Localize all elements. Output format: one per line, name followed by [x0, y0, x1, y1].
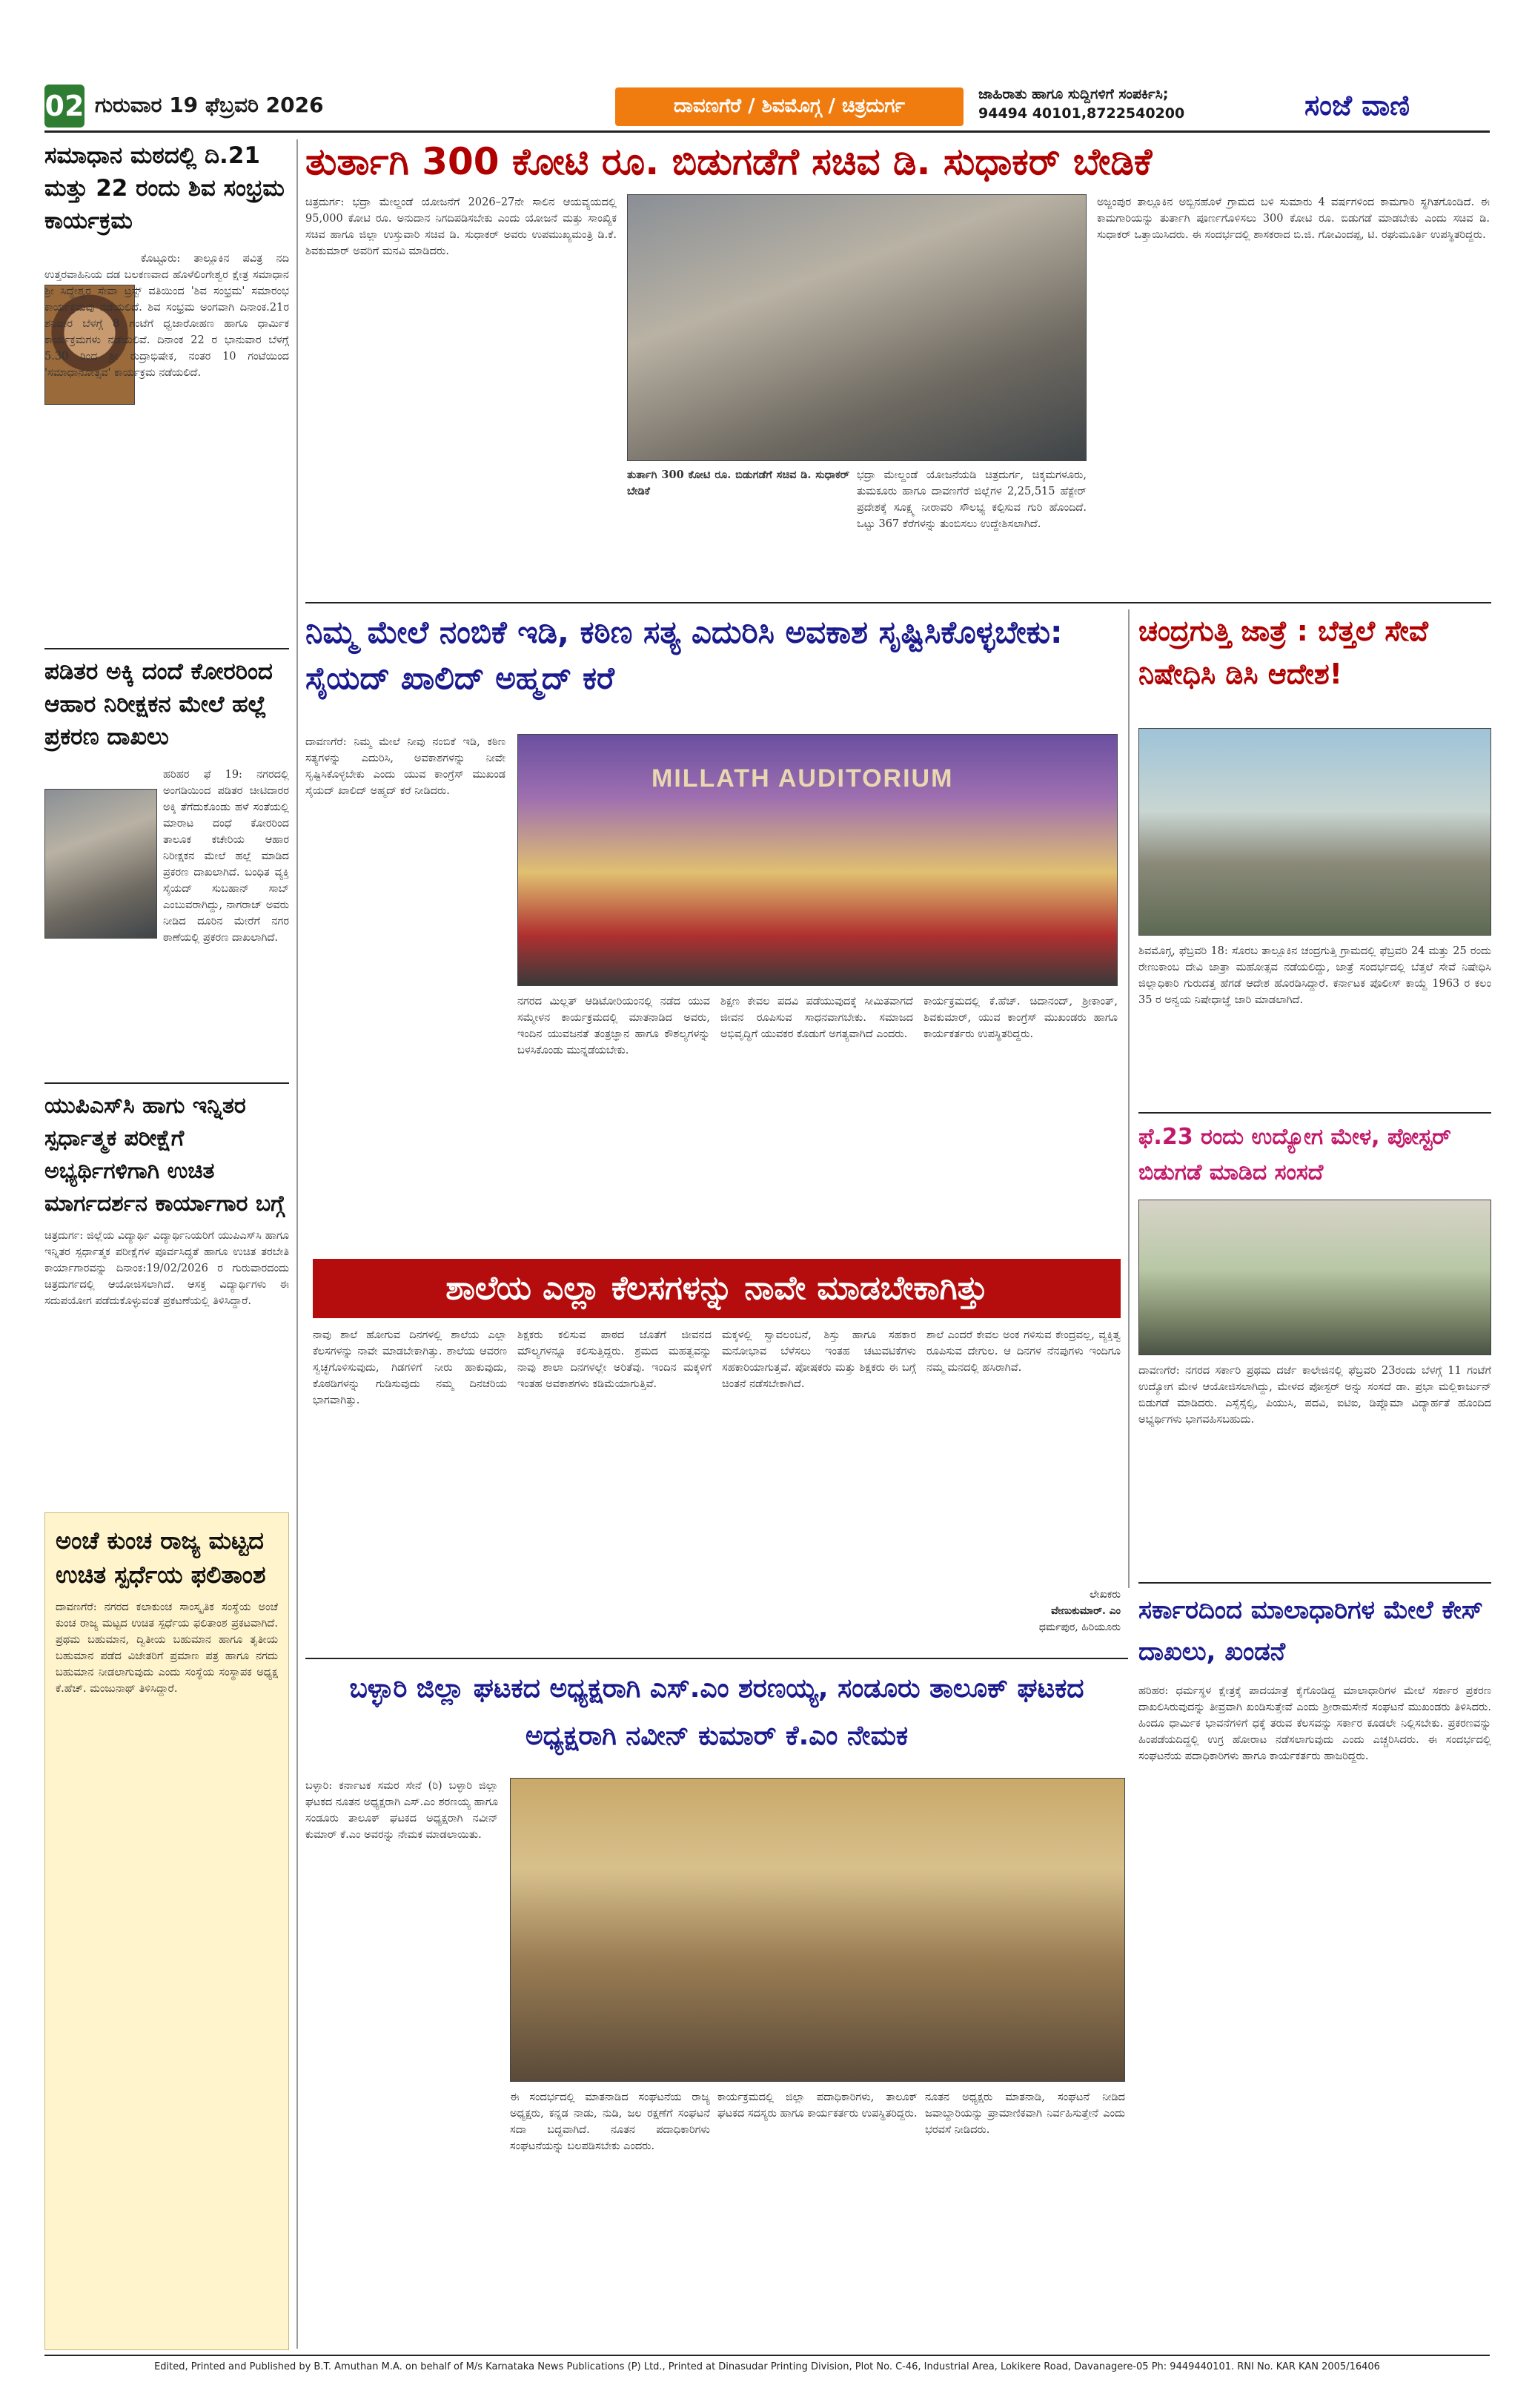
column-rule	[1128, 609, 1130, 1588]
imprint-line: Edited, Printed and Published by B.T. Amuthan M.A. on behalf of M/s Karnataka News Publications (P) Ltd., Printed at Dinasudar Printing Division, Plot No. C-46, Industrial Area, Lokikere Road, Davanagere-05 Ph: 9449440101. RNI No. KAR KAN 2005/16406	[154, 2361, 1380, 2372]
byline-place: ಧರ್ಮಪುರ, ಹಿರಿಯೂರು	[1038, 1621, 1121, 1633]
syed-body-1: ದಾವಣಗೆರೆ: ನಿಮ್ಮ ಮೇಲೆ ನೀವು ನಂಬಿಕೆ ಇಡಿ, ಕಠಿಣ ಸತ್ಯಗಳನ್ನು ಎದುರಿಸಿ, ಅವಕಾಶಗಳನ್ನು ನೀವೇ ಸೃಷ್ಟಿಸಿಕೊಳ್ಳಬೇಕು ಎಂದು ಯುವ ಕಾಂಗ್ರೆಸ್ ಮುಖಂಡ ಸೈಯದ್ ಖಾಲಿದ್ ಅಹ್ಮದ್ ಕರೆ ನೀಡಿದರು.	[305, 736, 505, 797]
auditorium-sign: MILLATH AUDITORIUM	[651, 764, 954, 793]
divider	[44, 1082, 289, 1084]
article-body: ದಾವಣಗೆರೆ: ನಗರದ ಕಲಾಕುಂಚ ಸಾಂಸ್ಕೃತಿಕ ಸಂಸ್ಥೆಯ ಅಂಚೆ ಕುಂಚ ರಾಜ್ಯ ಮಟ್ಟದ ಉಚಿತ ಸ್ಪರ್ಧೆಯ ಫಲಿತಾಂಶ ಪ್ರಕಟವಾಗಿದೆ. ಪ್ರಥಮ ಬಹುಮಾನ, ದ್ವಿತೀಯ ಬಹುಮಾನ ಹಾಗೂ ತೃತೀಯ ಬಹುಮಾನ ಪಡೆದ ವಿಜೇತರಿಗೆ ಪ್ರಮಾಣ ಪತ್ರ ಹಾಗೂ ನಗದು ಬಹುಮಾನ ನೀಡಲಾಗುವುದು ಎಂದು ಸಂಸ್ಥೆಯ ಸಂಸ್ಥಾಪಕ ಅಧ್ಯಕ್ಷ ಕೆ.ಹೆಚ್. ಮಂಜುನಾಥ್ ತಿಳಿಸಿದ್ದಾರೆ.	[56, 1601, 278, 1695]
turtagi-photo	[627, 194, 1087, 461]
ad-contact	[978, 85, 1290, 126]
syed-body-2: ನಗರದ ಮಿಲ್ಲತ್ ಆಡಿಟೋರಿಯಂನಲ್ಲಿ ನಡೆದ ಯುವ ಸಮ್ಮೇಳನ ಕಾರ್ಯಕ್ರಮದಲ್ಲಿ ಮಾತನಾಡಿದ ಅವರು, ಇಂದಿನ ಯುವಜನತೆ ತಂತ್ರಜ್ಞಾನ ಹಾಗೂ ಕೌಶಲ್ಯಗಳನ್ನು ಬಳಸಿಕೊಂಡು ಮುನ್ನಡೆಯಬೇಕು.	[517, 996, 710, 1056]
bellary-body-4: ನೂತನ ಅಧ್ಯಕ್ಷರು ಮಾತನಾಡಿ, ಸಂಘಟನೆ ನೀಡಿದ ಜವಾಬ್ದಾರಿಯನ್ನು ಪ್ರಾಮಾಣಿಕವಾಗಿ ನಿರ್ವಹಿಸುತ್ತೇನೆ ಎಂದು ಭರವಸೆ ನೀಡಿದರು.	[925, 2091, 1125, 2136]
bellary-body-1: ಬಳ್ಳಾರಿ: ಕರ್ನಾಟಕ ಸಮರ ಸೇನೆ (ರಿ) ಬಳ್ಳಾರಿ ಜಿಲ್ಲಾ ಘಟಕದ ನೂತನ ಅಧ್ಯಕ್ಷರಾಗಿ ಎಸ್.ಎಂ ಶರಣಯ್ಯ ಹಾಗೂ ಸಂಡೂರು ತಾಲೂಕ್ ಘಟಕದ ಅಧ್ಯಕ್ಷರಾಗಿ ನವೀನ್ ಕುಮಾರ್ ಕೆ.ಎಂ ಅವರನ್ನು ನೇಮಕ ಮಾಡಲಾಯಿತು.	[305, 1780, 498, 1841]
masthead-logo: ಸಂಜೆ ವಾಣಿ	[1304, 89, 1410, 122]
bellary-body-2: ಈ ಸಂದರ್ಭದಲ್ಲಿ ಮಾತನಾಡಿದ ಸಂಘಟನೆಯ ರಾಜ್ಯ ಅಧ್ಯಕ್ಷರು, ಕನ್ನಡ ನಾಡು, ನುಡಿ, ಜಲ ರಕ್ಷಣೆಗೆ ಸಂಘಟನೆ ಸದಾ ಬದ್ಧವಾಗಿದೆ. ನೂತನ ಪದಾಧಿಕಾರಿಗಳು ಸಂಘಟನೆಯನ್ನು ಬಲಪಡಿಸಬೇಕು ಎಂದರು.	[510, 2091, 710, 2152]
job-fair-photo	[1138, 1200, 1491, 1355]
column-rule	[296, 139, 298, 2349]
headline-turtagi: ತುರ್ತಾಗಿ 300 ಕೋಟಿ ರೂ. ಬಿಡುಗಡೆಗೆ ಸಚಿವ ಡಿ. ಸುಧಾಕರ್ ಬೇಡಿಕೆ	[305, 140, 1153, 183]
headline-chandragutti: ಚಂದ್ರಗುತ್ತಿ ಜಾತ್ರೆ : ಬೆತ್ತಲೆ ಸೇವೆ ನಿಷೇಧಿಸಿ ಡಿಸಿ ಆದೇಶ!	[1138, 615, 1428, 690]
ad-contact-phone: 94494 40101,8722540200	[978, 105, 1185, 122]
divider	[305, 1658, 1128, 1659]
page-number: 02	[44, 85, 84, 128]
turtagi-caption: ತುರ್ತಾಗಿ 300 ಕೋಟಿ ರೂ. ಬಿಡುಗಡೆಗೆ ಸಚಿವ ಡಿ. ಸುಧಾಕರ್ ಬೇಡಿಕೆ	[627, 469, 849, 497]
headline: ಅಂಚೆ ಕುಂಚ ರಾಜ್ಯ ಮಟ್ಟದ ಉಚಿತ ಸ್ಪರ್ಧೆಯ ಫಲಿತಾಂಶ	[56, 1526, 266, 1589]
millath-auditorium-photo	[517, 734, 1118, 986]
headline: ಯುಪಿಎಸ್‌ಸಿ ಹಾಗು ಇನ್ನಿತರ ಸ್ಪರ್ಧಾತ್ಮಕ ಪರೀಕ್ಷೆಗೆ ಅಭ್ಯರ್ಥಿಗಳಿಗಾಗಿ ಉಚಿತ ಮಾರ್ಗದರ್ಶನ ಕಾರ್ಯಾಗಾರ ಬಗ್ಗೆ	[44, 1093, 285, 1217]
chandragutti-photo	[1138, 728, 1491, 936]
job-fair-body: ದಾವಣಗೆರೆ: ನಗರದ ಸರ್ಕಾರಿ ಪ್ರಥಮ ದರ್ಜೆ ಕಾಲೇಜಿನಲ್ಲಿ ಫೆಬ್ರವರಿ 23ರಂದು ಬೆಳಗ್ಗೆ 11 ಗಂಟೆಗೆ ಉದ್ಯೋಗ ಮೇಳ ಆಯೋಜಿಸಲಾಗಿದ್ದು, ಮೇಳದ ಪೋಸ್ಟರ್ ಅನ್ನು ಸಂಸದೆ ಡಾ. ಪ್ರಭಾ ಮಲ್ಲಿಕಾರ್ಜುನ್ ಬಿಡುಗಡೆ ಮಾಡಿದರು. ಎಸ್ಸೆಸ್ಸೆಲ್ಸಿ, ಪಿಯುಸಿ, ಪದವಿ, ಐಟಿಐ, ಡಿಪ್ಲೊಮಾ ವಿದ್ಯಾರ್ಹತೆ ಹೊಂದಿದ ಅಭ್ಯರ್ಥಿಗಳು ಭಾಗವಹಿಸಬಹುದು.	[1138, 1365, 1491, 1426]
headline-bellary: ಬಳ್ಳಾರಿ ಜಿಲ್ಲಾ ಘಟಕದ ಅಧ್ಯಕ್ಷರಾಗಿ ಎಸ್.ಎಂ ಶರಣಯ್ಯ, ಸಂಡೂರು ತಾಲೂಕ್ ಘಟಕದ ಅಧ್ಯಕ್ಷರಾಗಿ ನವೀನ್ ಕುಮಾರ್ ಕೆ.ಎಂ ನೇಮಕ	[349, 1673, 1084, 1751]
byline-label: ಲೇಖಕರು	[1089, 1589, 1121, 1601]
issue-date: ಗುರುವಾರ 19 ಫೆಬ್ರವರಿ 2026	[95, 93, 324, 117]
turtagi-body-mid: ಭದ್ರಾ ಮೇಲ್ದಂಡೆ ಯೋಜನೆಯಡಿ ಚಿತ್ರದುರ್ಗ, ಚಿಕ್ಕಮಗಳೂರು, ತುಮಕೂರು ಹಾಗೂ ದಾವಣಗೆರೆ ಜಿಲ್ಲೆಗಳ 2,25,515 ಹೆಕ್ಟೇರ್ ಪ್ರದೇಶಕ್ಕೆ ಸೂಕ್ಷ್ಮ ನೀರಾವರಿ ಸೌಲಭ್ಯ ಕಲ್ಪಿಸುವ ಗುರಿ ಹೊಂದಿದೆ. ಒಟ್ಟು 367 ಕೆರೆಗಳನ್ನು ತುಂಬಿಸಲು ಉದ್ದೇಶಿಸಲಾಗಿದೆ.	[857, 469, 1087, 530]
syed-body-4: ಕಾರ್ಯಕ್ರಮದಲ್ಲಿ ಕೆ.ಹೆಚ್. ಚಿದಾನಂದ್, ಶ್ರೀಕಾಂತ್, ಶಿವಕುಮಾರ್, ಯುವ ಕಾಂಗ್ರೆಸ್ ಮುಖಂಡರು ಹಾಗೂ ಕಾರ್ಯಕರ್ತರು ಉಪಸ್ಥಿತರಿದ್ದರು.	[923, 996, 1118, 1040]
turtagi-body-left: ಚಿತ್ರದುರ್ಗ: ಭದ್ರಾ ಮೇಲ್ದಂಡೆ ಯೋಜನೆಗೆ 2026–27ನೇ ಸಾಲಿನ ಆಯವ್ಯಯದಲ್ಲಿ 95,000 ಕೋಟಿ ರೂ. ಅನುದಾನ ನಿಗದಿಪಡಿಸಬೇಕು ಎಂದು ಯೋಜನೆ ಮತ್ತು ಸಾಂಖ್ಯಿಕ ಸಚಿವ ಹಾಗೂ ಜಿಲ್ಲಾ ಉಸ್ತುವಾರಿ ಸಚಿವ ಡಿ. ಸುಧಾಕರ್ ಅವರು ಉಪಮುಖ್ಯಮಂತ್ರಿ ಡಿ.ಕೆ. ಶಿವಕುಮಾರ್ ಅವರಿಗೆ ಮನವಿ ಮಾಡಿದರು.	[305, 196, 617, 257]
accused-photo	[44, 789, 157, 939]
headline-malodhari: ಸರ್ಕಾರದಿಂದ ಮಾಲಾಧಾರಿಗಳ ಮೇಲೆ ಕೇಸ್ ದಾಖಲು, ಖಂಡನೆ	[1138, 1595, 1483, 1667]
divider	[1138, 1582, 1491, 1584]
divider	[305, 602, 1491, 603]
headline: ಪಡಿತರ ಅಕ್ಕಿ ದಂದೆ ಕೋರರಿಂದ ಆಹಾರ ನಿರೀಕ್ಷಕನ ಮೇಲೆ ಹಲ್ಲೆ ಪ್ರಕರಣ ದಾಖಲು	[44, 658, 273, 750]
chandragutti-body: ಶಿವಮೊಗ್ಗ, ಫೆಬ್ರವರಿ 18: ಸೊರಬ ತಾಲ್ಲೂಕಿನ ಚಂದ್ರಗುತ್ತಿ ಗ್ರಾಮದಲ್ಲಿ ಫೆಬ್ರವರಿ 24 ಮತ್ತು 25 ರಂದು ರೇಣುಕಾಂಬ ದೇವಿ ಜಾತ್ರಾ ಮಹೋತ್ಸವ ನಡೆಯಲಿದ್ದು, ಜಾತ್ರೆ ಸಂದರ್ಭದಲ್ಲಿ ಬೆತ್ತಲೆ ಸೇವೆ ನಿಷೇಧಿಸಿ ಜಿಲ್ಲಾಧಿಕಾರಿ ಗುರುದತ್ತ ಹೆಗಡೆ ಆದೇಶ ಹೊರಡಿಸಿದ್ದಾರೆ. ಕರ್ನಾಟಕ ಪೊಲೀಸ್ ಕಾಯ್ದೆ 1963 ರ ಕಲಂ 35 ರ ಅನ್ವಯ ನಿಷೇಧಾಜ್ಞೆ ಜಾರಿ ಮಾಡಲಾಗಿದೆ.	[1138, 945, 1491, 1006]
edition-label: ದಾವಣಗೆರೆ / ಶಿವಮೊಗ್ಗ / ಚಿತ್ರದುರ್ಗ	[615, 87, 964, 126]
bellary-group-photo	[510, 1778, 1125, 2082]
header-rule	[44, 130, 1490, 133]
footer-rule	[44, 2355, 1490, 2356]
school-byline	[926, 1587, 1121, 1653]
article-rice-mill	[44, 655, 289, 1078]
syed-body-3: ಶಿಕ್ಷಣ ಕೇವಲ ಪದವಿ ಪಡೆಯುವುದಕ್ಕೆ ಸೀಮಿತವಾಗದೆ ಜೀವನ ರೂಪಿಸುವ ಸಾಧನವಾಗಬೇಕು. ಸಮಾಜದ ಅಭಿವೃದ್ಧಿಗೆ ಯುವಕರ ಕೊಡುಗೆ ಅಗತ್ಯವಾಗಿದೆ ಎಂದರು.	[720, 996, 913, 1040]
divider	[44, 648, 289, 649]
school-body-1: ನಾವು ಶಾಲೆ ಹೋಗುವ ದಿನಗಳಲ್ಲಿ ಶಾಲೆಯ ಎಲ್ಲಾ ಕೆಲಸಗಳನ್ನು ನಾವೇ ಮಾಡಬೇಕಾಗಿತ್ತು. ಶಾಲೆಯ ಆವರಣ ಸ್ವಚ್ಛಗೊಳಿಸುವುದು, ಗಿಡಗಳಿಗೆ ನೀರು ಹಾಕುವುದು, ಕೊಠಡಿಗಳನ್ನು ಗುಡಿಸುವುದು ನಮ್ಮ ದಿನಚರಿಯ ಭಾಗವಾಗಿತ್ತು.	[313, 1329, 507, 1406]
article-body: ಕೊಟ್ಟೂರು: ತಾಲ್ಲೂಕಿನ ಪವಿತ್ರ ನದಿ ಉತ್ತರವಾಹಿನಿಯ ದಡ ಬಲಕಣವಾದ ಹೊಳೆಲಿಂಗೇಶ್ವರ ಕ್ಷೇತ್ರ ಸಮಾಧಾನ ಶ್ರೀ ಸಿದ್ಧೇಶ್ವರ ಸೇವಾ ಟ್ರಸ್ಟ್ ವತಿಯಿಂದ 'ಶಿವ ಸಂಭ್ರಮ' ಸಮಾರಂಭ ಕಾರ್ಯಕ್ರಮವು ನಡೆಯಲಿದೆ. ಶಿವ ಸಂಭ್ರಮ ಅಂಗವಾಗಿ ದಿನಾಂಕ.21ರ ಶನಿವಾರ ಬೆಳಗ್ಗೆ 8 ಗಂಟೆಗೆ ಧ್ವಜಾರೋಹಣ ಹಾಗೂ ಧಾರ್ಮಿಕ ಕಾರ್ಯಕ್ರಮಗಳು ನಡೆಯಲಿವೆ. ದಿನಾಂಕ 22 ರ ಭಾನುವಾರ ಬೆಳಗ್ಗೆ 5.30 ರಿಂದ ಶ್ರೀ ರುದ್ರಾಭಿಷೇಕ, ನಂತರ 10 ಗಂಟೆಯಿಂದ 'ಸಮಾಧಾನೋತ್ಸವ' ಕಾರ್ಯಕ್ರಮ ನಡೆಯಲಿದೆ.	[44, 253, 289, 379]
school-body-4: ಶಾಲೆ ಎಂದರೆ ಕೇವಲ ಅಂಕ ಗಳಿಸುವ ಕೇಂದ್ರವಲ್ಲ, ವ್ಯಕ್ತಿತ್ವ ರೂಪಿಸುವ ದೇಗುಲ. ಆ ದಿನಗಳ ನೆನಪುಗಳು ಇಂದಿಗೂ ನಮ್ಮ ಮನದಲ್ಲಿ ಹಸಿರಾಗಿವೆ.	[926, 1329, 1121, 1374]
article-shiv-sambhrama	[44, 139, 289, 644]
ad-contact-label: ಜಾಹಿರಾತು ಹಾಗೂ ಸುದ್ದಿಗಳಿಗೆ ಸಂಪರ್ಕಿಸಿ;	[978, 86, 1169, 102]
bellary-body-3: ಕಾರ್ಯಕ್ರಮದಲ್ಲಿ ಜಿಲ್ಲಾ ಪದಾಧಿಕಾರಿಗಳು, ತಾಲೂಕ್ ಘಟಕದ ಸದಸ್ಯರು ಹಾಗೂ ಕಾರ್ಯಕರ್ತರು ಉಪಸ್ಥಿತರಿದ್ದರು.	[717, 2091, 918, 2120]
headline: ಸಮಾಧಾನ ಮಠದಲ್ಲಿ ದಿ.21 ಮತ್ತು 22 ರಂದು ಶಿವ ಸಂಭ್ರಮ ಕಾರ್ಯಕ್ರಮ	[44, 142, 285, 234]
byline-name: ವೇಣುಕುಮಾರ್. ಎಂ	[1051, 1605, 1121, 1617]
headline-job-fair: ಫೆ.23 ರಂದು ಉದ್ಯೋಗ ಮೇಳ, ಪೋಸ್ಟರ್ ಬಿಡುಗಡೆ ಮಾಡಿದ ಸಂಸದೆ	[1138, 1124, 1451, 1185]
headline-syed-khalid: ನಿಮ್ಮ ಮೇಲೆ ನಂಬಿಕೆ ಇಡಿ, ಕಠಿಣ ಸತ್ಯ ಎದುರಿಸಿ ಅವಕಾಶ ಸೃಷ್ಟಿಸಿಕೊಳ್ಳಬೇಕು: ಸೈಯದ್ ಖಾಲಿದ್ ಅಹ್ಮದ್ ಕರೆ	[305, 614, 1063, 696]
turtagi-body-right: ಅಜ್ಜಂಪುರ ತಾಲ್ಲೂಕಿನ ಅಬ್ಬಿನಹೊಳೆ ಗ್ರಾಮದ ಬಳಿ ಸುಮಾರು 4 ವರ್ಷಗಳಿಂದ ಕಾಮಗಾರಿ ಸ್ಥಗಿತಗೊಂಡಿದೆ. ಈ ಕಾಮಗಾರಿಯನ್ನು ತುರ್ತಾಗಿ ಪೂರ್ಣಗೊಳಿಸಲು 300 ಕೋಟಿ ರೂ. ಬಿಡುಗಡೆ ಮಾಡಬೇಕು ಎಂದು ಸಚಿವ ಡಿ. ಸುಧಾಕರ್ ಒತ್ತಾಯಿಸಿದರು. ಈ ಸಂದರ್ಭದಲ್ಲಿ ಶಾಸಕರಾದ ಬಿ.ಜಿ. ಗೋವಿಂದಪ್ಪ, ಟಿ. ರಘುಮೂರ್ತಿ ಉಪಸ್ಥಿತರಿದ್ದರು.	[1097, 196, 1490, 241]
article-postal-quiz	[44, 1512, 289, 2350]
article-body: ಹರಿಹರ ಫೆ 19: ನಗರದಲ್ಲಿ ಅಂಗಡಿಯಿಂದ ಪಡಿತರ ಚೀಟಿದಾರರ ಅಕ್ಕಿ ತೆಗೆದುಕೊಂಡು ಹಳೆ ಸಂತೆಯಲ್ಲಿ ಮಾರಾಟ ದಂಧೆ ಕೋರರಿಂದ ತಾಲೂಕ ಕಚೇರಿಯ ಆಹಾರ ನಿರೀಕ್ಷಕನ ಮೇಲೆ ಹಲ್ಲೆ ಮಾಡಿದ ಪ್ರಕರಣ ದಾಖಲಾಗಿದೆ. ಬಂಧಿತ ವ್ಯಕ್ತಿ ಸೈಯದ್ ಸುಬಹಾನ್ ಸಾಬ್ ಎಂಬುವರಾಗಿದ್ದು, ನಾಗರಾಜ್ ಅವರು ನೀಡಿದ ದೂರಿನ ಮೇರೆಗೆ ನಗರ ಠಾಣೆಯಲ್ಲಿ ಪ್ರಕರಣ ದಾಖಲಾಗಿದೆ.	[163, 769, 289, 944]
article-upsc	[44, 1090, 289, 1512]
school-body-2: ಶಿಕ್ಷಕರು ಕಲಿಸುವ ಪಾಠದ ಜೊತೆಗೆ ಜೀವನದ ಮೌಲ್ಯಗಳನ್ನೂ ಕಲಿಸುತ್ತಿದ್ದರು. ಶ್ರಮದ ಮಹತ್ವವನ್ನು ನಾವು ಶಾಲಾ ದಿನಗಳಲ್ಲೇ ಅರಿತೆವು. ಇಂದಿನ ಮಕ್ಕಳಿಗೆ ಇಂತಹ ಅವಕಾಶಗಳು ಕಡಿಮೆಯಾಗುತ್ತಿವೆ.	[517, 1329, 712, 1390]
school-body-3: ಮಕ್ಕಳಲ್ಲಿ ಸ್ವಾವಲಂಬನೆ, ಶಿಸ್ತು ಹಾಗೂ ಸಹಕಾರ ಮನೋಭಾವ ಬೆಳೆಸಲು ಇಂತಹ ಚಟುವಟಿಕೆಗಳು ಸಹಕಾರಿಯಾಗುತ್ತವೆ. ಪೋಷಕರು ಮತ್ತು ಶಿಕ್ಷಕರು ಈ ಬಗ್ಗೆ ಚಿಂತನೆ ನಡೆಸಬೇಕಾಗಿದೆ.	[722, 1329, 916, 1390]
divider	[1138, 1112, 1491, 1114]
article-body: ಚಿತ್ರದುರ್ಗ: ಜಿಲ್ಲೆಯ ವಿದ್ಯಾರ್ಥಿ ವಿದ್ಯಾರ್ಥಿನಿಯರಿಗೆ ಯುಪಿಎಸ್‌ಸಿ ಹಾಗೂ ಇನ್ನಿತರ ಸ್ಪರ್ಧಾತ್ಮಕ ಪರೀಕ್ಷೆಗಳ ಪೂರ್ವಸಿದ್ಧತೆ ಹಾಗೂ ಉಚಿತ ತರಬೇತಿ ಕಾರ್ಯಾಗಾರವನ್ನು ದಿನಾಂಕ:19/02/2026 ರ ಗುರುವಾರದಂದು ಚಿತ್ರದುರ್ಗದಲ್ಲಿ ಆಯೋಜಿಸಲಾಗಿದೆ. ಆಸಕ್ತ ವಿದ್ಯಾರ್ಥಿಗಳು ಈ ಸದುಪಯೋಗ ಪಡೆದುಕೊಳ್ಳುವಂತೆ ಪ್ರಕಟಣೆಯಲ್ಲಿ ತಿಳಿಸಿದ್ದಾರೆ.	[44, 1230, 289, 1307]
headline-school: ಶಾಲೆಯ ಎಲ್ಲಾ ಕೆಲಸಗಳನ್ನು ನಾವೇ ಮಾಡಬೇಕಾಗಿತ್ತು	[313, 1259, 1121, 1318]
malodhari-body: ಹರಿಹರ: ಧರ್ಮಸ್ಥಳ ಕ್ಷೇತ್ರಕ್ಕೆ ಪಾದಯಾತ್ರೆ ಕೈಗೊಂಡಿದ್ದ ಮಾಲಾಧಾರಿಗಳ ಮೇಲೆ ಸರ್ಕಾರ ಪ್ರಕರಣ ದಾಖಲಿಸಿರುವುದನ್ನು ತೀವ್ರವಾಗಿ ಖಂಡಿಸುತ್ತೇವೆ ಎಂದು ಶ್ರೀರಾಮಸೇನೆ ಸಂಘಟನೆ ಮುಖಂಡರು ತಿಳಿಸಿದರು. ಹಿಂದೂ ಧಾರ್ಮಿಕ ಭಾವನೆಗಳಿಗೆ ಧಕ್ಕೆ ತರುವ ಕೆಲಸವನ್ನು ಸರ್ಕಾರ ಕೂಡಲೇ ನಿಲ್ಲಿಸಬೇಕು. ಪ್ರಕರಣವನ್ನು ಹಿಂಪಡೆಯದಿದ್ದಲ್ಲಿ ಉಗ್ರ ಹೋರಾಟ ನಡೆಸಲಾಗುವುದು ಎಂದು ಎಚ್ಚರಿಸಿದರು. ಈ ಸಂದರ್ಭದಲ್ಲಿ ಸಂಘಟನೆಯ ಪದಾಧಿಕಾರಿಗಳು ಹಾಗೂ ಕಾರ್ಯಕರ್ತರು ಹಾಜರಿದ್ದರು.	[1138, 1685, 1491, 1762]
